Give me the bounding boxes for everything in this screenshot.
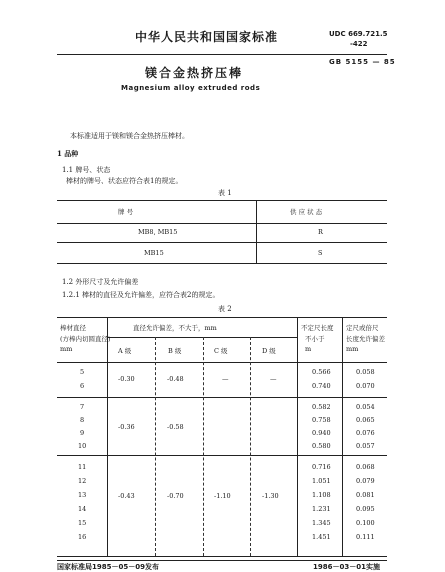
table-2-grade-b: -0.58 — [167, 423, 184, 431]
table-2-header-fixed-length: 长度允许偏差 — [346, 335, 385, 343]
udc-code: UDC 669.721.5 — [329, 30, 388, 38]
table-2-fixed-length: 0.095 — [356, 505, 375, 513]
table-2-header-cut-length: 不小于 — [305, 335, 325, 343]
section-1-heading: 1 品种 — [57, 149, 79, 158]
table-2-diameter: 5 — [80, 368, 85, 376]
section-1-1-text: 棒材的牌号、状态应符合表1的规定。 — [66, 177, 183, 185]
table-2-diameter: 13 — [78, 491, 87, 499]
table-2-diameter: 6 — [80, 382, 85, 390]
table-2-cut-length: 0.740 — [312, 382, 331, 390]
table-2-diameter: 16 — [78, 533, 87, 541]
table-2-fixed-length: 0.054 — [356, 403, 375, 411]
table-2-grade-d: -1.30 — [262, 492, 279, 500]
table-2-grade-c: — — [222, 375, 229, 383]
table-2-grade-c-header: C 级 — [214, 347, 228, 355]
table-2-header-fixed-length: 定尺或倍尺 — [346, 324, 379, 332]
table-2-diameter: 14 — [78, 505, 87, 513]
footer-rule — [57, 560, 387, 561]
document-title-en: Magnesium alloy extruded rods — [121, 84, 261, 92]
table-1-row-state: R — [318, 228, 323, 236]
section-1-1-heading: 1.1 牌号、状态 — [62, 166, 111, 174]
table-2-diameter: 7 — [80, 403, 85, 411]
table-1-header-grade: 牌 号 — [118, 208, 134, 216]
table-2-cut-length: 0.580 — [312, 442, 331, 450]
document-title: 镁合金热挤压棒 — [145, 66, 244, 80]
table-2-grade-b: -0.70 — [167, 492, 184, 500]
table-2-fixed-length: 0.111 — [356, 533, 375, 541]
table-2-header-fixed-length-unit: mm — [346, 345, 359, 353]
table-2-cut-length: 0.940 — [312, 429, 331, 437]
table-2-cut-length: 0.758 — [312, 416, 331, 424]
table-2-cut-length: 1.231 — [312, 505, 331, 513]
table-1-row-grade: MB15 — [144, 249, 164, 257]
table-2-header-cut-length: 不定尺长度 — [301, 324, 334, 332]
table-2-header-diameter-unit: mm — [60, 345, 73, 353]
table-2-grade-a: -0.36 — [118, 423, 135, 431]
intro-text: 本标准适用于镁和镁合金热挤压棒材。 — [70, 132, 189, 140]
table-2-header-diameter: (方棒内切圆直径) — [60, 335, 111, 343]
table-2-fixed-length: 0.070 — [356, 382, 375, 390]
table-2-cut-length: 0.566 — [312, 368, 331, 376]
table-1-caption: 表 1 — [218, 189, 232, 197]
table-2-fixed-length: 0.079 — [356, 477, 375, 485]
table-2-fixed-length: 0.100 — [356, 519, 375, 527]
issue-date: 国家标准局1985－05－09发布 — [57, 563, 159, 571]
table-1-header-state: 供 应 状 态 — [290, 208, 323, 216]
table-2-grade-b-header: B 级 — [168, 347, 182, 355]
table-2-fixed-length: 0.058 — [356, 368, 375, 376]
table-2-diameter: 8 — [80, 416, 85, 424]
table-2-fixed-length: 0.065 — [356, 416, 375, 424]
table-2-grade-a: -0.30 — [118, 375, 135, 383]
table-2-diameter: 9 — [80, 429, 85, 437]
table-1-row-grade: MB8, MB15 — [138, 228, 178, 236]
table-2-grade-c: -1.10 — [214, 492, 231, 500]
table-2-diameter: 11 — [78, 463, 87, 471]
effective-date: 1986－03－01实施 — [313, 563, 380, 571]
table-2-span-header: 直径允许偏差，不大于，mm — [133, 324, 217, 332]
table-2-diameter: 15 — [78, 519, 87, 527]
udc-code-suffix: -422 — [350, 40, 368, 48]
table-2-grade-b: -0.48 — [167, 375, 184, 383]
table-2-cut-length: 1.051 — [312, 477, 331, 485]
table-2-fixed-length: 0.076 — [356, 429, 375, 437]
table-2-grade-a: -0.43 — [118, 492, 135, 500]
table-2-cut-length: 0.716 — [312, 463, 331, 471]
table-1-row-state: S — [318, 249, 323, 257]
standard-title: 中华人民共和国国家标准 — [135, 30, 279, 44]
header-rule — [57, 54, 387, 55]
gb-code: GB 5155 — 85 — [329, 58, 396, 66]
table-2-cut-length: 1.345 — [312, 519, 331, 527]
table-2-grade-a-header: A 级 — [118, 347, 132, 355]
table-2-header-diameter: 棒材直径 — [60, 324, 86, 332]
table-2-grade-d-header: D 级 — [262, 347, 276, 355]
table-2-grade-d: — — [270, 375, 277, 383]
table-2-cut-length: 1.108 — [312, 491, 331, 499]
table-2-fixed-length: 0.081 — [356, 491, 375, 499]
table-2-caption: 表 2 — [218, 305, 232, 313]
table-2-diameter: 10 — [78, 442, 87, 450]
table-2-fixed-length: 0.057 — [356, 442, 375, 450]
table-2-diameter: 12 — [78, 477, 87, 485]
table-2-fixed-length: 0.068 — [356, 463, 375, 471]
table-2-header-cut-length-unit: m — [305, 345, 312, 353]
section-1-2-heading: 1.2 外形尺寸及允许偏差 — [62, 278, 139, 286]
section-1-2-1-text: 1.2.1 棒材的直径及允许偏差，应符合表2的规定。 — [62, 291, 220, 299]
table-2-cut-length: 0.582 — [312, 403, 331, 411]
table-2-cut-length: 1.451 — [312, 533, 331, 541]
